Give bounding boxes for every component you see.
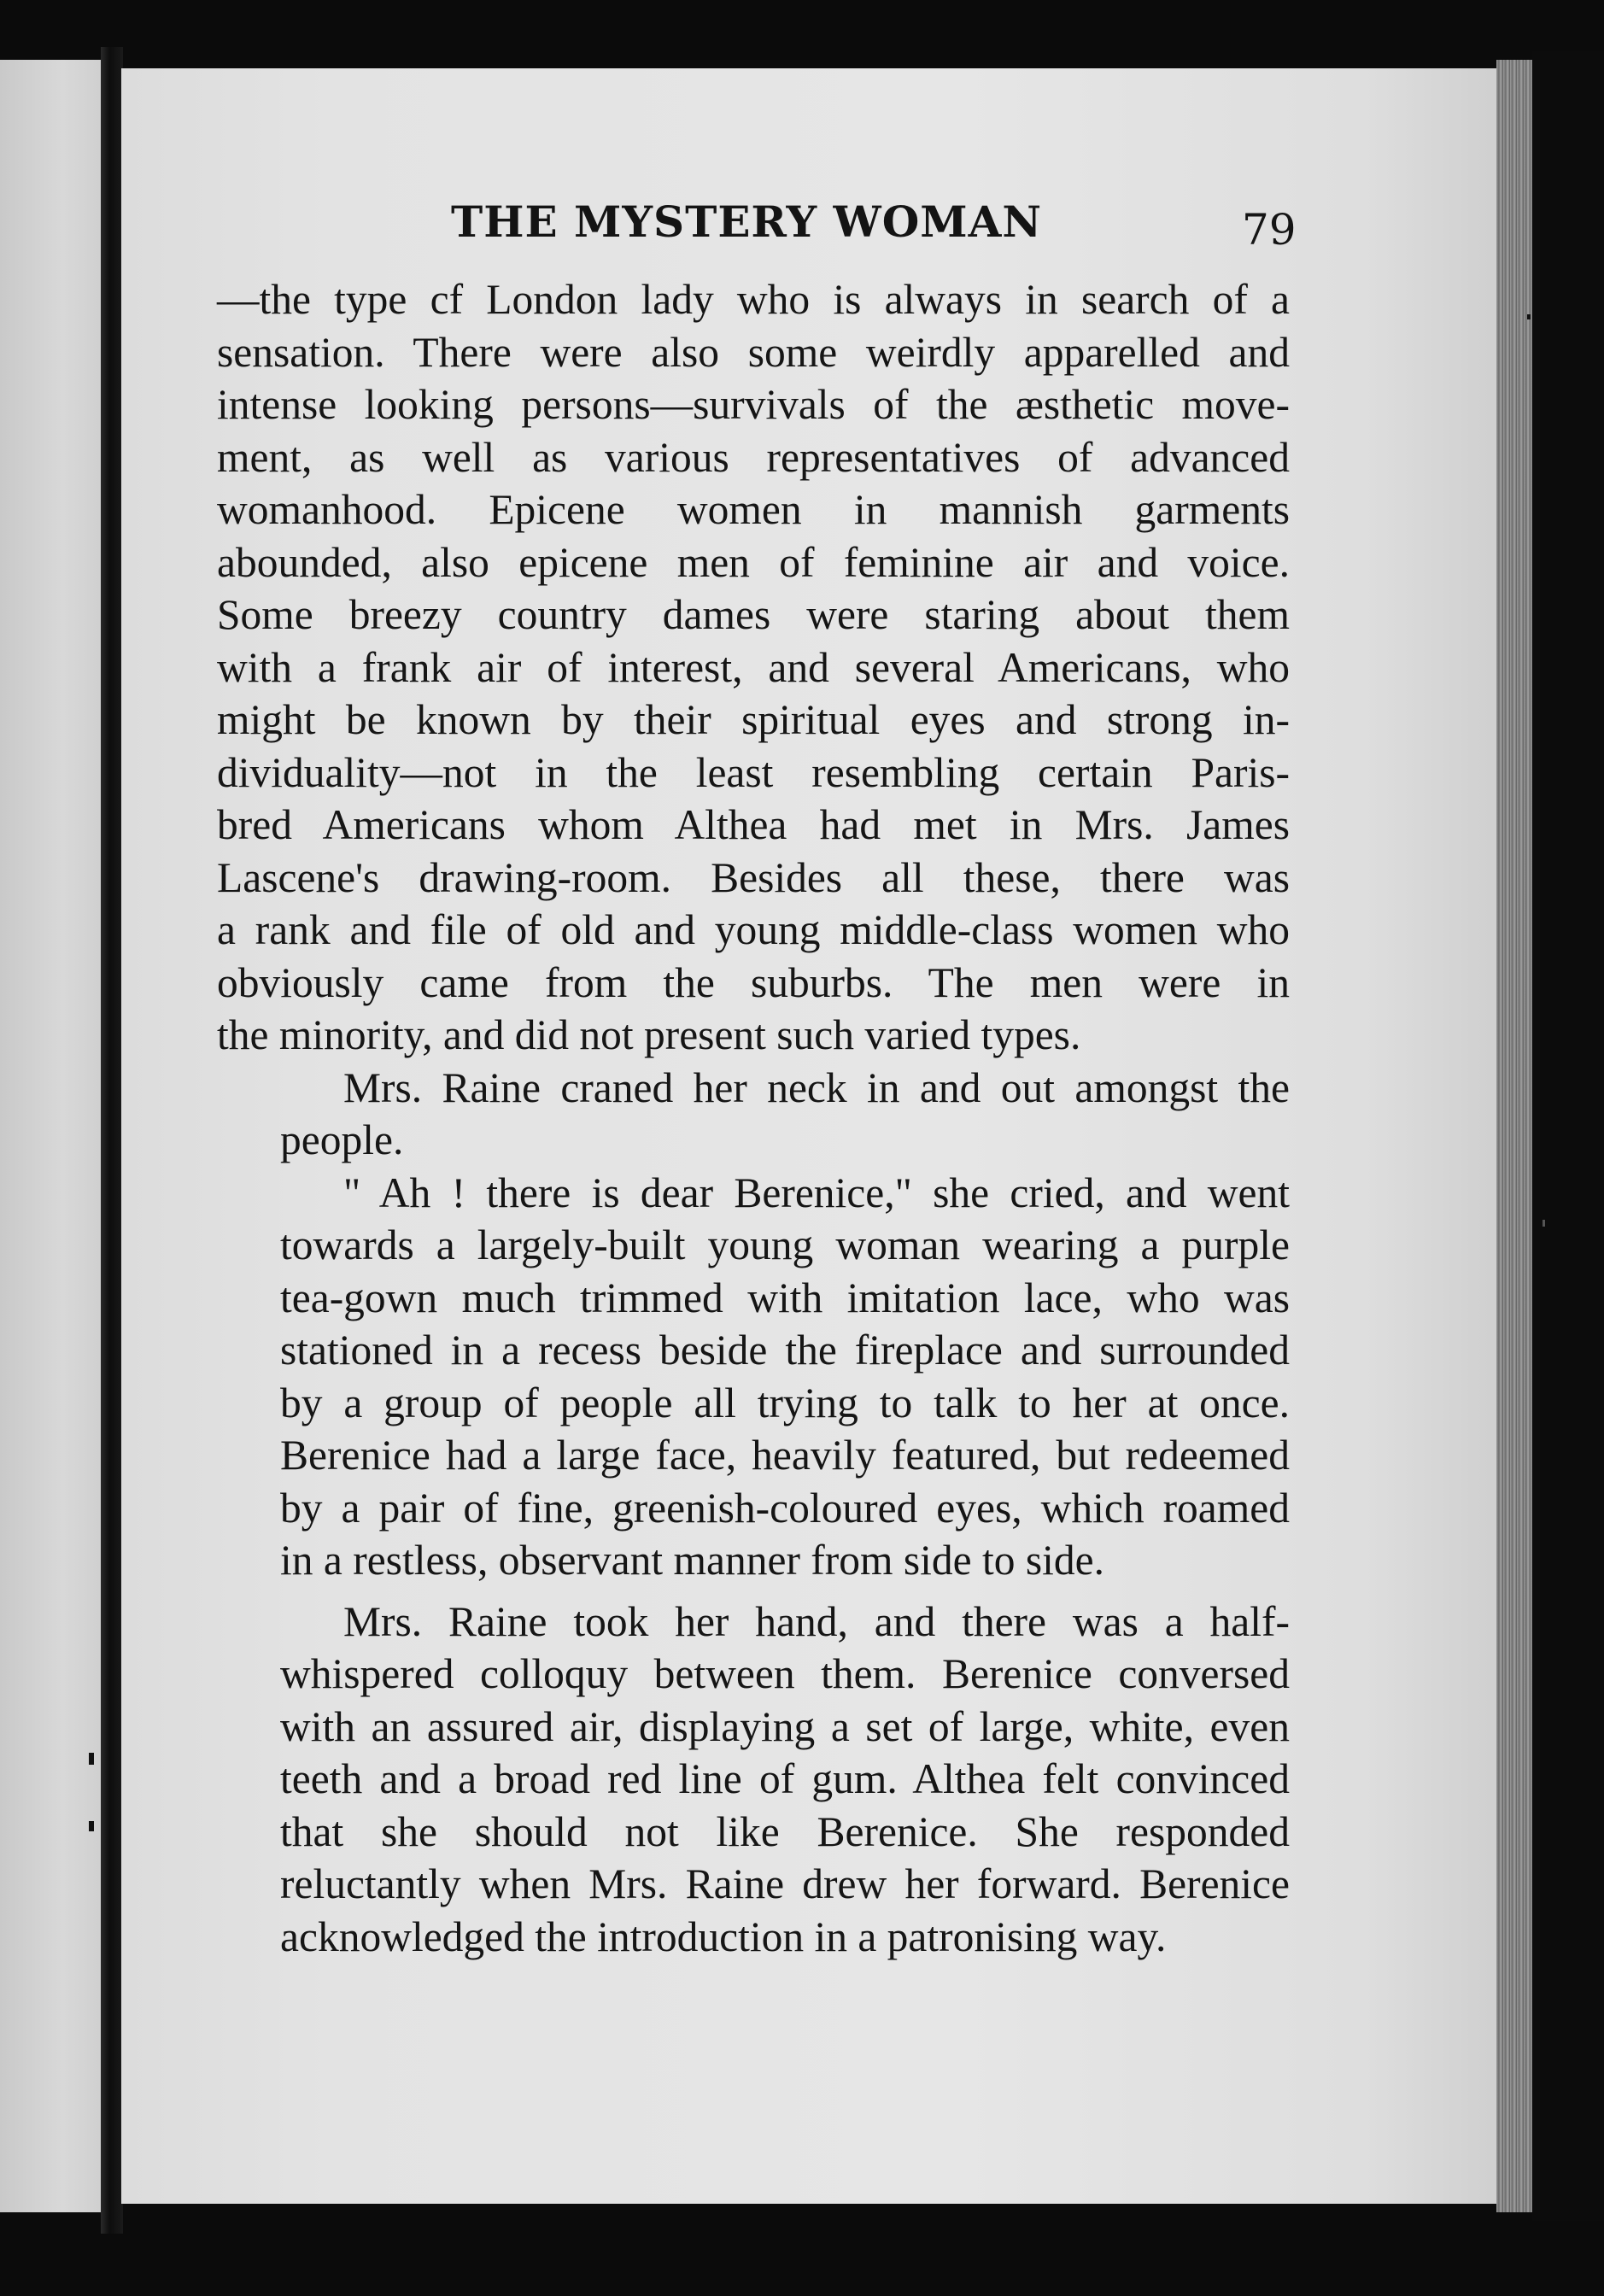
text-line: acknowledged the introduction in a patronising way. (280, 1912, 1167, 1960)
scan-speck (1527, 314, 1531, 319)
running-head: THE MYSTERY WOMAN (451, 196, 1043, 247)
text-line: tea-gown much trimmed with imitation lace, who was (280, 1274, 1290, 1321)
body-text (217, 273, 1290, 1963)
text-line: that she should not like Berenice. She responded (280, 1807, 1290, 1855)
paragraph-4 (217, 1596, 1290, 1964)
text-line: a rank and file of old and young middle-class women who (217, 906, 1290, 953)
text-line: Lascene's drawing-room. Besides all these, there was (217, 853, 1290, 901)
text-line: teeth and a broad red line of gum. Althea felt convinced (280, 1755, 1290, 1802)
text-line: might be known by their spiritual eyes and strong in- (217, 696, 1290, 743)
text-line: obviously came from the suburbs. The men were in (217, 958, 1290, 1006)
text-line: dividuality—not in the least resembling certain Paris- (217, 748, 1290, 796)
text-line: by a pair of fine, greenish-coloured eyes, which roamed (280, 1484, 1290, 1532)
text-line: people. (280, 1116, 404, 1163)
text-line: with a frank air of interest, and several Americans, who (217, 643, 1290, 691)
text-line: towards a largely-built young woman wearing a purple (280, 1221, 1290, 1268)
text-line: abounded, also epicene men of feminine air and voice. (217, 538, 1290, 586)
text-line: by a group of people all trying to talk to her at once. (280, 1379, 1290, 1426)
facing-page-edge (0, 60, 104, 2212)
text-line: —the type cf London lady who is always in search of a (217, 276, 1290, 323)
text-line: whispered colloquy between them. Berenice conversed (280, 1650, 1290, 1697)
page-number: 79 (1242, 205, 1297, 255)
scan-speck (89, 1821, 94, 1831)
text-line: " Ah ! there is dear Berenice," she cried, and went (343, 1168, 1290, 1216)
text-line: intense looking persons—survivals of the æsthetic move- (217, 381, 1290, 428)
text-line: Some breezy country dames were staring about them (217, 591, 1290, 638)
book-gutter (101, 47, 123, 2234)
text-line: sensation. There were also some weirdly apparelled and (217, 328, 1290, 376)
text-line: in a restless, observant manner from side to side. (280, 1537, 1105, 1584)
text-line: the minority, and did not present such varied types. (217, 1011, 1081, 1058)
text-line: womanhood. Epicene women in mannish garments (217, 486, 1290, 533)
text-line: Mrs. Raine took her hand, and there was a half- (343, 1597, 1290, 1645)
text-line: Berenice had a large face, heavily featured, but redeemed (280, 1432, 1290, 1479)
paragraph-1 (217, 273, 1290, 1062)
text-line: stationed in a recess beside the fireplace and surrounded (280, 1327, 1290, 1374)
text-line: Mrs. Raine craned her neck in and out amongst the (343, 1063, 1290, 1111)
background-shadow (1532, 51, 1604, 2221)
scan-speck (89, 1753, 94, 1765)
paragraph-2 (217, 1062, 1290, 1167)
text-line: with an assured air, displaying a set of large, white, even (280, 1702, 1290, 1750)
scan-speck (1543, 1220, 1545, 1227)
text-line: reluctantly when Mrs. Raine drew her forward. Berenice (280, 1860, 1290, 1907)
text-line: bred Americans whom Althea had met in Mrs. James (217, 801, 1290, 848)
paragraph-3 (217, 1167, 1290, 1587)
page-stack-edges (1496, 60, 1532, 2212)
text-line: ment, as well as various representatives of advanced (217, 433, 1290, 481)
